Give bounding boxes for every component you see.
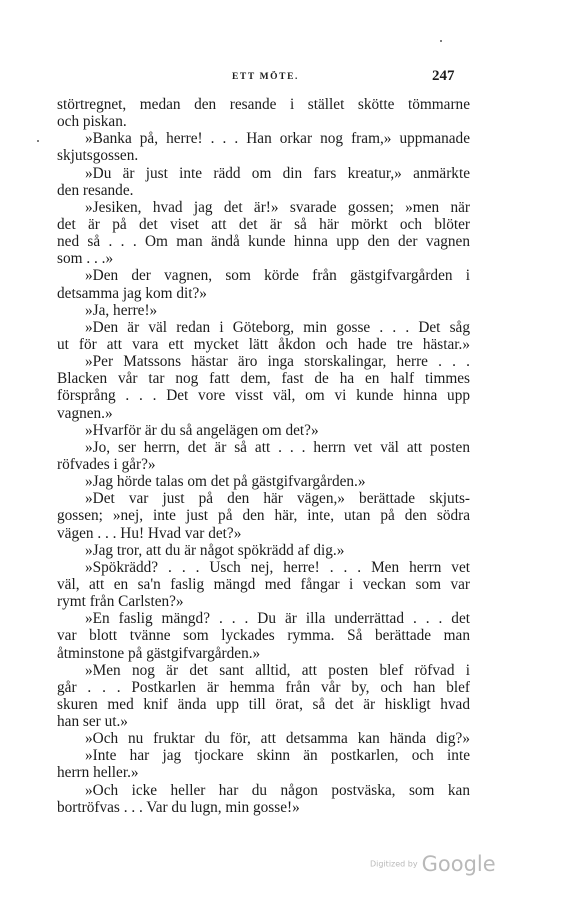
text-line: »Jo, ser herrn, det är så att . . . herrn vet väl att posten [85,438,470,456]
text-line: »Och nu fruktar du för, att detsamma kan hända dig?» [85,730,470,748]
text-line: han ser ut.» [57,713,128,731]
text-line: Blacken vår tar nog fatt dem, fast de ha en half timmes [57,370,470,388]
text-line: »En faslig mängd? . . . Du är illa underrättad . . . det [85,610,470,628]
text-line: »Hvarför är du så angelägen om det?» [85,421,319,439]
text-line: »Spökrädd? . . . Usch nej, herre! . . . Men herrn vet [85,558,470,576]
text-line: skjutsgossen. [57,147,139,165]
watermark-prefix: Digitized by [370,859,418,869]
text-line: »Inte har jag tjockare skinn än postkarlen, och inte [85,747,470,765]
text-line: »Du är just inte rädd om din fars kreatur,» anmärkte [85,164,470,182]
text-line: åtminstone på gästgifvargården.» [57,644,261,662]
text-line: »Per Matssons hästar äro inga storskalingar, herre . . . [85,353,470,371]
text-line: »Banka på, herre! . . . Han orkar nog fram,» uppmanade [85,130,470,148]
text-line: som . . .» [57,250,114,268]
text-line: den resande. [57,181,134,199]
text-line: »Men nog är det sant alltid, att posten blef röfvad i [85,661,470,679]
scan-speck [440,40,442,42]
body-text [57,96,470,816]
text-line: skuren med knif ända upp till örat, så det är hiskligt hvad [57,695,470,713]
text-line: väl, att en sa'n faslig mängd med fångar i veckan som var [57,575,470,593]
text-line: ned så . . . Om man ändå kunde hinna upp den der vagnen [57,233,470,251]
text-line: gossen; »nej, inte just på den här, inte, utan på den södra [57,507,470,525]
page-header [0,60,567,84]
page-number: 247 [432,68,455,84]
text-line: och piskan. [57,113,127,131]
text-line: var blott tvänne som lyckades rymma. Så berättade man [57,627,470,645]
text-line: vagnen.» [57,404,113,422]
text-line: »Jag tror, att du är något spökrädd af dig.» [85,541,345,559]
text-line: det är på det viset att det är så här mörkt och blöter [57,215,470,233]
scan-speck [37,140,39,142]
watermark-brand: Google [421,852,496,876]
running-title: ETT MÖTE. [232,72,300,82]
text-line: går . . . Postkarlen är hemma från vår by, och han blef [57,678,470,696]
text-line: rymt från Carlsten?» [57,593,184,611]
text-line: vägen . . . Hu! Hvad var det?» [57,524,242,542]
text-line: »Den är väl redan i Göteborg, min gosse . . . Det såg [85,318,470,336]
text-line: bortröfvas . . . Var du lugn, min gosse!» [57,798,300,816]
text-line: röfvades i går?» [57,455,156,473]
text-line: »Och icke heller har du någon postväska, som kan [85,781,470,799]
text-line: »Det var just på den här vägen,» berättade skjuts- [85,490,470,508]
text-line: störtregnet, medan den resande i stället skötte tömmarne [57,96,470,113]
text-line: »Den der vagnen, som körde från gästgifvargården i [85,267,470,285]
text-line: herrn heller.» [57,764,139,782]
digitized-by-google-watermark [370,852,496,876]
text-line: detsamma jag kom dit?» [57,284,207,302]
text-line: försprång . . . Det vore visst väl, om vi kunde hinna upp [57,387,470,405]
text-line: »Jag hörde talas om det på gästgifvargården.» [85,473,366,491]
text-line: »Ja, herre!» [85,301,158,319]
text-line: ut för att vara ett mycket lätt åkdon och hade tre hästar.» [57,335,470,353]
text-line: »Jesiken, hvad jag det är!» svarade gossen; »men när [85,198,470,216]
